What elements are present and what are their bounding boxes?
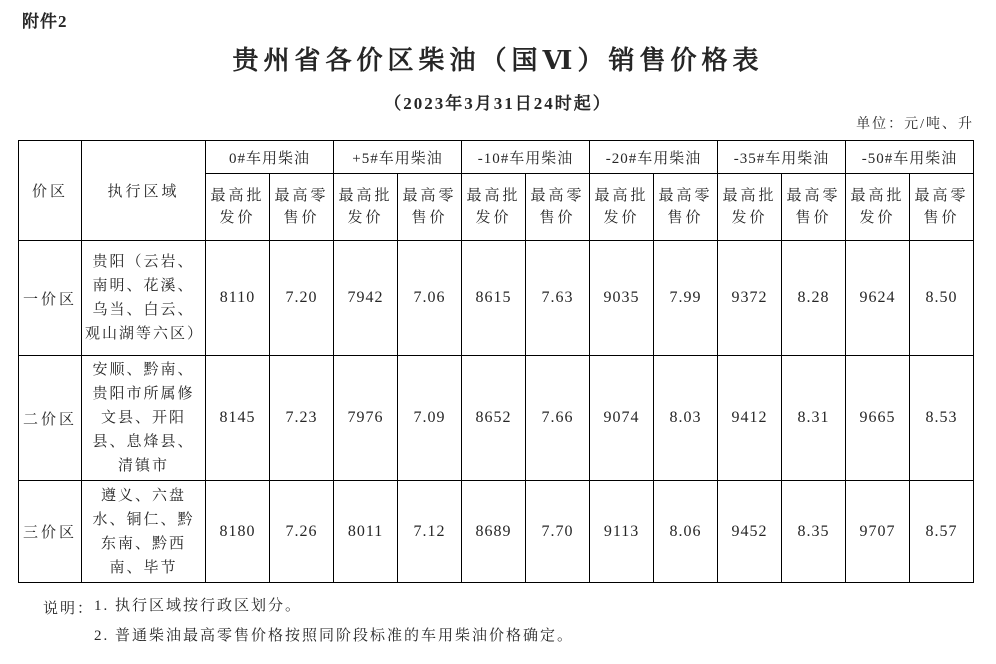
price-cell: 7.63 [526, 241, 590, 356]
price-cell: 9113 [590, 481, 654, 583]
price-cell: 8.03 [654, 356, 718, 481]
price-cell: 7.26 [270, 481, 334, 583]
price-cell: 7.70 [526, 481, 590, 583]
region-cell: 安顺、黔南、贵阳市所属修文县、开阳县、息烽县、清镇市 [82, 356, 206, 481]
price-cell: 7.06 [398, 241, 462, 356]
price-cell: 8.31 [782, 356, 846, 481]
price-cell: 9035 [590, 241, 654, 356]
zone-label: 三价区 [19, 481, 82, 583]
price-cell: 8110 [206, 241, 270, 356]
price-cell: 9665 [846, 356, 910, 481]
notes-items [94, 597, 574, 646]
price-cell: 9372 [718, 241, 782, 356]
price-cell: 8180 [206, 481, 270, 583]
note-item-2: 2. 普通柴油最高零售价格按照同阶段标准的车用柴油价格确定。 [94, 627, 575, 644]
price-cell: 8.28 [782, 241, 846, 356]
retail-header: 最高零售价 [910, 174, 974, 241]
unit-note: 单位：元/吨、升 [856, 117, 974, 132]
price-cell: 8011 [334, 481, 398, 583]
price-cell: 8.57 [910, 481, 974, 583]
retail-header: 最高零售价 [654, 174, 718, 241]
zone-column-header: 价区 [19, 141, 82, 241]
wholesale-header: 最高批发价 [590, 174, 654, 241]
price-cell: 8652 [462, 356, 526, 481]
diesel-price-table [18, 140, 974, 583]
note-item-1: 1. 执行区域按行政区划分。 [94, 598, 303, 614]
price-cell: 7.23 [270, 356, 334, 481]
wholesale-header: 最高批发价 [206, 174, 270, 241]
fuel-header-minus35: -35#车用柴油 [718, 141, 846, 174]
header-fuel-row [19, 141, 974, 174]
fuel-header-minus20: -20#车用柴油 [590, 141, 718, 174]
retail-header: 最高零售价 [398, 174, 462, 241]
fuel-header-minus50: -50#车用柴油 [846, 141, 974, 174]
price-cell: 9452 [718, 481, 782, 583]
price-row-zone3 [19, 481, 974, 583]
region-cell: 遵义、六盘水、铜仁、黔东南、黔西南、毕节 [82, 481, 206, 583]
price-cell: 7.66 [526, 356, 590, 481]
fuel-header-0: 0#车用柴油 [206, 141, 334, 174]
wholesale-header: 最高批发价 [846, 174, 910, 241]
price-cell: 7942 [334, 241, 398, 356]
wholesale-header: 最高批发价 [334, 174, 398, 241]
price-cell: 7976 [334, 356, 398, 481]
fuel-header-minus10: -10#车用柴油 [462, 141, 590, 174]
price-row-zone2 [19, 356, 974, 481]
zone-label: 二价区 [19, 356, 82, 481]
wholesale-header: 最高批发价 [462, 174, 526, 241]
price-cell: 9624 [846, 241, 910, 356]
effective-date-subtitle: （2023年3月31日24时起） [384, 94, 612, 113]
price-cell: 9074 [590, 356, 654, 481]
price-row-zone1 [19, 241, 974, 356]
price-cell: 8.35 [782, 481, 846, 583]
retail-header: 最高零售价 [270, 174, 334, 241]
page-title: 贵州省各价区柴油（国Ⅵ）销售价格表 [232, 46, 764, 75]
retail-header: 最高零售价 [782, 174, 846, 241]
price-cell: 9707 [846, 481, 910, 583]
price-cell: 7.12 [398, 481, 462, 583]
price-cell: 9412 [718, 356, 782, 481]
attachment-label: 附件2 [22, 12, 68, 31]
price-cell: 8.53 [910, 356, 974, 481]
zone-label: 一价区 [19, 241, 82, 356]
price-cell: 7.20 [270, 241, 334, 356]
wholesale-header: 最高批发价 [718, 174, 782, 241]
price-cell: 8615 [462, 241, 526, 356]
price-cell: 8.06 [654, 481, 718, 583]
retail-header: 最高零售价 [526, 174, 590, 241]
price-cell: 8145 [206, 356, 270, 481]
fuel-header-plus5: +5#车用柴油 [334, 141, 462, 174]
price-cell: 7.09 [398, 356, 462, 481]
price-cell: 8689 [462, 481, 526, 583]
notes-section [43, 597, 574, 646]
price-cell: 8.50 [910, 241, 974, 356]
notes-label: 说明： [43, 601, 95, 617]
region-cell: 贵阳（云岩、南明、花溪、乌当、白云、观山湖等六区） [82, 241, 206, 356]
price-cell: 7.99 [654, 241, 718, 356]
region-column-header: 执行区域 [82, 141, 206, 241]
